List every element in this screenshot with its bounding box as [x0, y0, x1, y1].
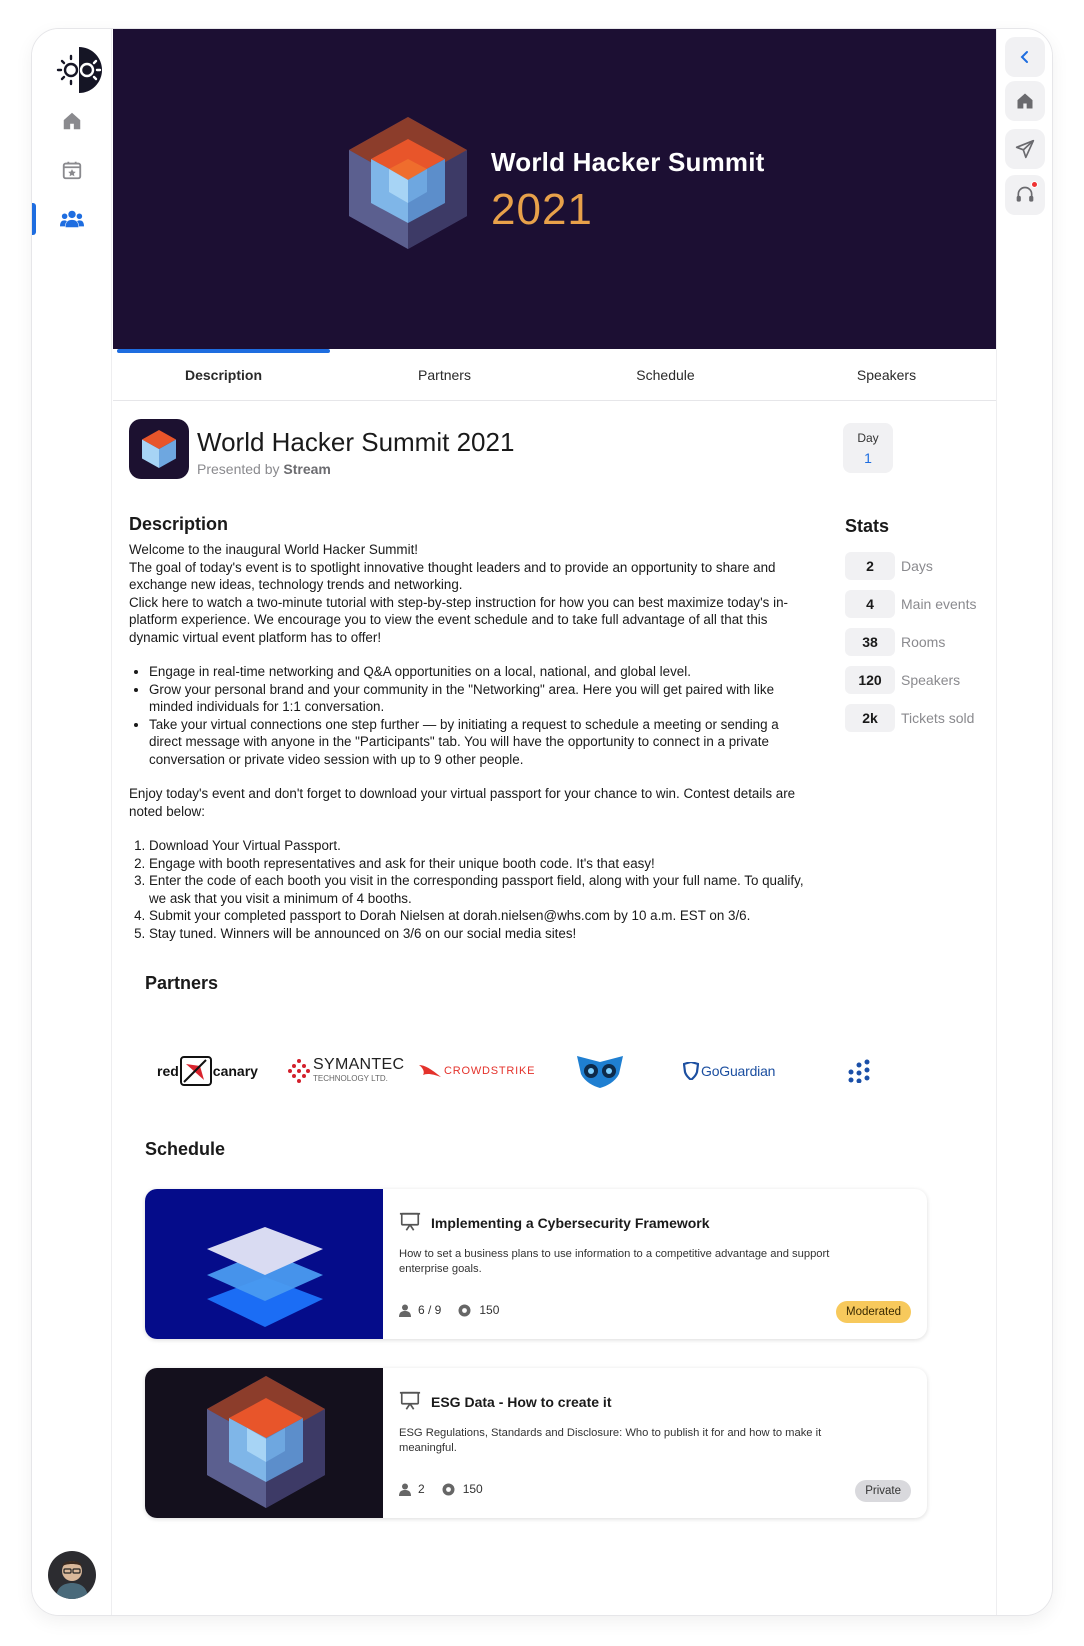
tab-speakers[interactable]: Speakers: [856, 367, 917, 383]
contest-steps: [149, 837, 809, 942]
session-attendees: 6 / 9: [418, 1303, 442, 1317]
stat-main-events: 4 Main events: [845, 585, 995, 623]
session-attendees: 2: [418, 1482, 425, 1496]
event-presenter: Presented by Stream: [197, 461, 331, 477]
dots-grid-icon: [847, 1059, 871, 1083]
headset-icon: [1015, 185, 1035, 205]
partners-heading: Partners: [145, 973, 219, 993]
calendar-star-icon: [61, 159, 83, 181]
shield-icon: [683, 1062, 699, 1080]
send-icon: [1015, 139, 1035, 159]
cube-logo-icon: [142, 430, 176, 468]
stats-panel: [845, 515, 995, 737]
support-button[interactable]: [1005, 175, 1045, 215]
home-button[interactable]: [1005, 81, 1045, 121]
stat-days: 2 Days: [845, 547, 995, 585]
nav-events[interactable]: [32, 150, 112, 190]
day-value: 1: [864, 450, 872, 466]
list-item: • Engage in real-time networking and Q&A opportunities on a local, national, and global level.: [149, 663, 809, 681]
session-title[interactable]: ESG Data - How to create it: [431, 1394, 612, 1410]
list-item: 3. Enter the code of each booth you visit in the corresponding passport field, along with your full name. To qualify, we ask that you visit a minimum of 4 booths.: [149, 872, 809, 907]
chevron-left-icon: [1018, 50, 1032, 64]
partner-goguardian-logo[interactable]: GoGuardian: [683, 1041, 775, 1101]
session-title[interactable]: Implementing a Cybersecurity Framework: [431, 1215, 710, 1231]
right-action-rail: [996, 29, 1052, 1615]
views-icon: [457, 1304, 472, 1317]
cube-logo-icon: [349, 117, 467, 249]
session-card[interactable]: [145, 1368, 927, 1518]
session-meta: [399, 1303, 499, 1317]
session-views: 150: [479, 1303, 500, 1317]
stat-tickets: 2k Tickets sold: [845, 699, 995, 737]
session-card[interactable]: [145, 1189, 927, 1339]
brand-logo-icon[interactable]: [54, 45, 104, 95]
stat-rooms: 38 Rooms: [845, 623, 995, 661]
feature-list: [149, 663, 809, 768]
home-icon: [1015, 91, 1035, 111]
presenter-name[interactable]: Stream: [283, 461, 331, 477]
description-paragraph: The goal of today's event is to spotlight innovative thought leaders and to provide an opportunity to share and exchange new ideas, technology trends and networking.: [129, 559, 776, 592]
schedule-heading: Schedule: [145, 1139, 226, 1159]
partners-logos: [145, 1041, 905, 1101]
status-badge: Moderated: [836, 1301, 911, 1323]
user-avatar[interactable]: [48, 1551, 96, 1599]
home-icon: [61, 110, 83, 132]
presentation-icon: [399, 1390, 421, 1417]
hero-year: 2021: [491, 185, 593, 234]
session-meta: [399, 1482, 483, 1496]
person-icon: [399, 1483, 411, 1496]
partner-dots-logo[interactable]: [847, 1041, 871, 1101]
collapse-button[interactable]: [1005, 37, 1045, 77]
session-thumbnail: [145, 1368, 383, 1518]
day-label: Day: [857, 431, 879, 445]
nav-people[interactable]: [32, 199, 112, 239]
partner-symantec-logo[interactable]: SYMANTEC TECHNOLOGY LTD.: [288, 1041, 404, 1101]
partner-owl-logo[interactable]: [575, 1041, 625, 1101]
stat-speakers: 120 Speakers: [845, 661, 995, 699]
session-description: ESG Regulations, Standards and Disclosure: Who to publish it for and how to make it meaningful.: [399, 1427, 822, 1454]
session-views: 150: [462, 1482, 483, 1496]
description-paragraph: Welcome to the inaugural World Hacker Summit!: [129, 542, 419, 557]
event-title: World Hacker Summit 2021: [197, 427, 515, 457]
event-hero-banner: [113, 29, 997, 349]
list-item: 1. Download Your Virtual Passport.: [149, 837, 809, 855]
description-section: [129, 513, 809, 959]
list-item: • Take your virtual connections one step further — by initiating a request to schedule a meeting or sending a direct message with anyone in the "Participants" tab. You will have the opportunity to connect in a private conversation or private video session with up to 9 other people.: [149, 716, 809, 769]
bird-icon: [180, 1056, 212, 1086]
people-icon: [60, 208, 84, 230]
session-description: How to set a business plans to use information to a competitive advantage and support enterprise goals.: [399, 1248, 830, 1275]
notification-dot: [1031, 181, 1038, 188]
stats-heading: Stats: [845, 516, 890, 536]
status-badge: Private: [855, 1480, 911, 1502]
event-tabs: [113, 349, 997, 401]
tab-partners[interactable]: Partners: [418, 367, 471, 383]
left-nav-rail: [32, 29, 112, 1615]
nav-home[interactable]: [32, 101, 112, 141]
main-content: [113, 29, 997, 1615]
session-thumbnail: [145, 1189, 383, 1339]
send-button[interactable]: [1005, 129, 1045, 169]
partner-crowdstrike-logo[interactable]: CROWDSTRIKE: [419, 1041, 535, 1101]
presentation-icon: [399, 1211, 421, 1238]
closing-paragraph: Enjoy today's event and don't forget to download your virtual passport for your chance to win. Contest details are noted below:: [129, 786, 796, 819]
hero-title: World Hacker Summit: [491, 147, 765, 177]
description-heading: Description: [129, 514, 229, 534]
tab-schedule[interactable]: Schedule: [636, 367, 695, 383]
list-item: • Grow your personal brand and your community in the "Networking" area. Here you will get paired with like minded individuals for 1:1 conversation.: [149, 681, 809, 716]
views-icon: [441, 1483, 456, 1496]
list-item: 5. Stay tuned. Winners will be announced on 3/6 on our social media sites!: [149, 925, 809, 943]
person-icon: [399, 1304, 411, 1317]
partner-red-canary-logo[interactable]: red canary: [157, 1041, 258, 1101]
day-chip: [843, 423, 893, 473]
description-paragraph: Click here to watch a two-minute tutorial with step-by-step instruction for how you can best maximize today's in-platform experience. We encourage you to view the event schedule and to take full advantage of all that this dynamic virtual event platform has to offer!: [129, 594, 788, 645]
list-item: 2. Engage with booth representatives and ask for their unique booth code. It's that easy!: [149, 855, 809, 873]
app-window: [31, 28, 1053, 1616]
owl-icon: [575, 1054, 625, 1088]
tab-description[interactable]: Description: [113, 349, 334, 401]
diamond-dots-icon: [288, 1058, 310, 1084]
falcon-icon: [419, 1063, 441, 1079]
list-item: 4. Submit your completed passport to Dorah Nielsen at dorah.nielsen@whs.com by 10 a.m. EST on 3/6.: [149, 907, 809, 925]
event-logo: [129, 419, 189, 479]
